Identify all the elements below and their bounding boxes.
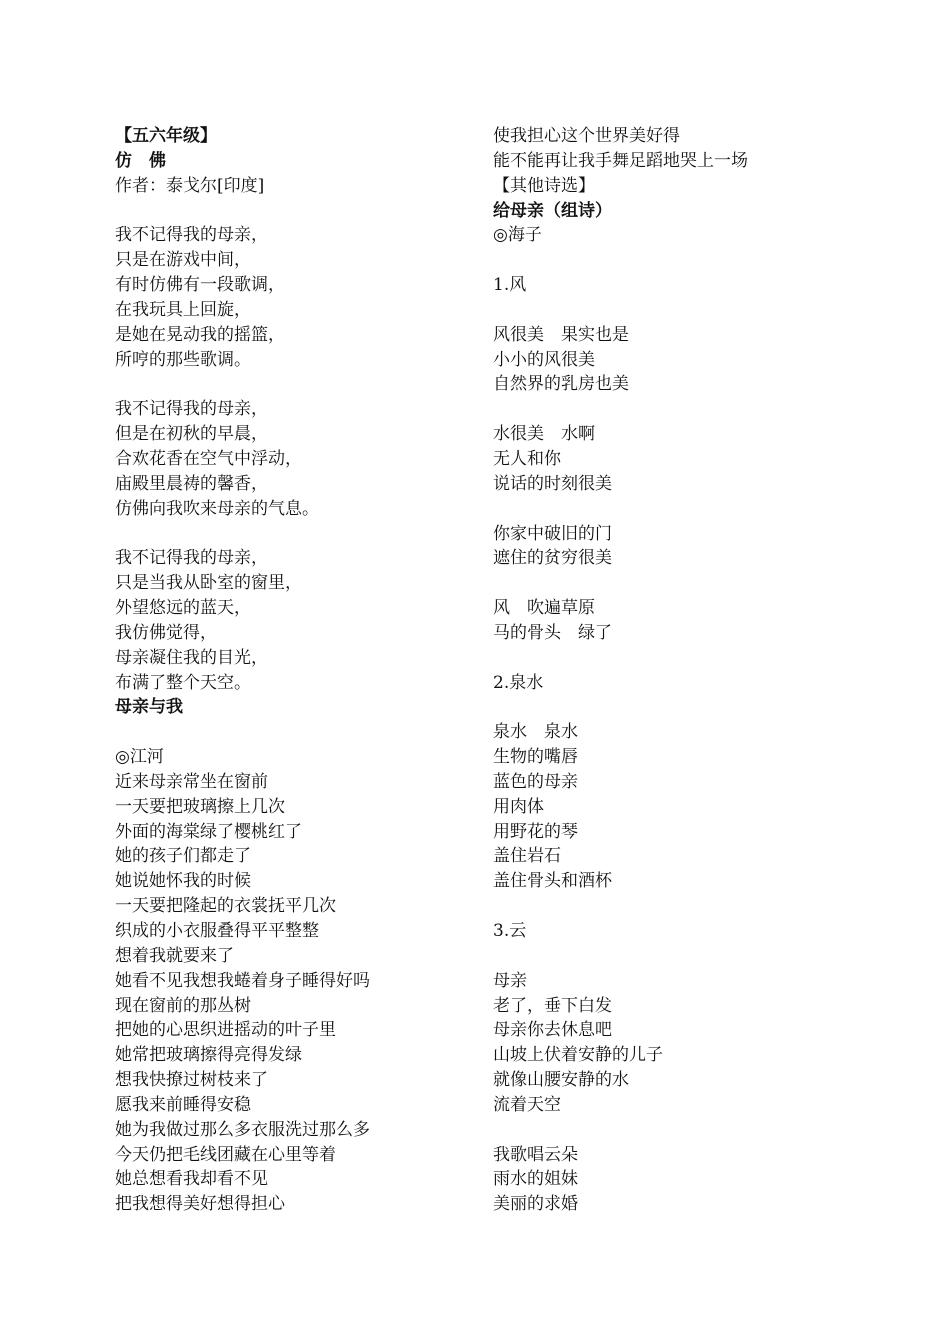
- section-heading: 仿 佛: [115, 150, 166, 171]
- text-line: 合欢花香在空气中浮动，: [115, 448, 302, 469]
- text-line: 1.风: [493, 275, 527, 296]
- text-line: 盖住骨头和酒杯: [493, 871, 612, 892]
- text-line: 她看不见我想我蜷着身子睡得好吗: [115, 970, 370, 991]
- text-line: 美丽的求婚: [493, 1194, 578, 1215]
- text-line: 她为我做过那么多衣服洗过那么多: [115, 1119, 370, 1140]
- text-line: 有时仿佛有一段歌调，: [115, 275, 285, 296]
- text-line: 只是当我从卧室的窗里，: [115, 573, 302, 594]
- text-line: 她常把玻璃擦得亮得发绿: [115, 1045, 302, 1066]
- text-line: 在我玩具上回旋，: [115, 299, 251, 320]
- text-line: 我不记得我的母亲，: [115, 225, 268, 246]
- text-line: 母亲凝住我的目光，: [115, 647, 268, 668]
- text-line: 布满了整个天空。: [115, 672, 251, 693]
- text-line: 所哼的那些歌调。: [115, 349, 251, 370]
- text-line: 她说她怀我的时候: [115, 871, 251, 892]
- text-line: ◎海子: [493, 225, 542, 246]
- text-line: 作者：泰戈尔[印度]: [115, 175, 265, 196]
- text-line: 小小的风很美: [493, 349, 595, 370]
- blank-line: [493, 397, 893, 422]
- text-line: 庙殿里晨祷的馨香，: [115, 473, 268, 494]
- text-line: 愿我来前睡得安稳: [115, 1094, 251, 1115]
- text-line: 用野花的琴: [493, 821, 578, 842]
- blank-line: [493, 497, 893, 522]
- text-line: 遮住的贫穷很美: [493, 548, 612, 569]
- text-line: 仿佛向我吹来母亲的气息。: [115, 498, 319, 519]
- text-line: 现在窗前的那丛树: [115, 995, 251, 1016]
- text-line: 【其他诗选】: [493, 175, 595, 196]
- text-line: 母亲你去休息吧: [493, 1020, 612, 1041]
- text-line: ◎江河: [115, 747, 164, 768]
- text-line: 流着天空: [493, 1094, 561, 1115]
- text-line: 母亲: [493, 970, 527, 991]
- text-line: 外面的海棠绿了樱桃红了: [115, 821, 302, 842]
- text-line: 3.云: [493, 921, 527, 941]
- blank-line: [493, 944, 893, 969]
- blank-line: [115, 199, 475, 224]
- text-line: 我仿佛觉得，: [115, 622, 217, 643]
- text-line: 把她的心思织进摇动的叶子里: [115, 1020, 336, 1041]
- text-line: 想着我就要来了: [115, 945, 234, 966]
- text-line: 她总想看我却看不见: [115, 1169, 268, 1190]
- blank-line: [493, 695, 893, 720]
- text-line: 只是在游戏中间，: [115, 250, 251, 271]
- text-line: 能不能再让我手舞足蹈地哭上一场: [493, 150, 748, 171]
- section-heading: 母亲与我: [115, 697, 183, 718]
- section-heading: 给母亲（组诗）: [493, 200, 612, 221]
- text-line: 是她在晃动我的摇篮，: [115, 324, 285, 345]
- text-line: 用肉体: [493, 796, 544, 817]
- text-line: 今天仍把毛线团藏在心里等着: [115, 1144, 336, 1165]
- text-line: 水很美 水啊: [493, 424, 595, 445]
- text-line: 风 吹遍草原: [493, 598, 595, 619]
- text-line: 我歌唱云朵: [493, 1144, 578, 1165]
- text-line: 就像山腰安静的水: [493, 1070, 629, 1091]
- right-column: [493, 124, 893, 1217]
- text-line: 我不记得我的母亲，: [115, 548, 268, 569]
- text-line: 一天要把隆起的衣裳抚平几次: [115, 896, 336, 917]
- blank-line: [493, 571, 893, 596]
- text-line: 但是在初秋的早晨，: [115, 424, 268, 445]
- text-line: 你家中破旧的门: [493, 523, 612, 544]
- blank-line: [493, 646, 893, 671]
- blank-line: [493, 894, 893, 919]
- text-line: 生物的嘴唇: [493, 747, 578, 768]
- blank-line: [493, 248, 893, 273]
- blank-line: [115, 522, 475, 547]
- text-line: 风很美 果实也是: [493, 324, 629, 345]
- blank-line: [115, 720, 475, 745]
- blank-line: [493, 1118, 893, 1143]
- text-line: 山坡上伏着安静的儿子: [493, 1045, 663, 1066]
- text-line: 我不记得我的母亲，: [115, 399, 268, 420]
- section-heading: 【五六年级】: [115, 126, 217, 146]
- text-line: 说话的时刻很美: [493, 473, 612, 494]
- text-line: 自然界的乳房也美: [493, 374, 629, 395]
- text-line: 使我担心这个世界美好得: [493, 126, 680, 146]
- text-line: 外望悠远的蓝天，: [115, 598, 251, 619]
- text-line: 想我快撩过树枝来了: [115, 1070, 268, 1091]
- text-line: 一天要把玻璃擦上几次: [115, 796, 285, 817]
- text-line: 马的骨头 绿了: [493, 622, 612, 643]
- text-line: 近来母亲常坐在窗前: [115, 771, 268, 792]
- text-line: 雨水的姐妹: [493, 1169, 578, 1190]
- text-line: 蓝色的母亲: [493, 771, 578, 792]
- text-line: 织成的小衣服叠得平平整整: [115, 921, 319, 941]
- text-line: 把我想得美好想得担心: [115, 1194, 285, 1215]
- text-line: 2.泉水: [493, 672, 544, 693]
- blank-line: [115, 372, 475, 397]
- text-line: 她的孩子们都走了: [115, 846, 251, 867]
- text-line: 老了，垂下白发: [493, 995, 612, 1016]
- text-line: 泉水 泉水: [493, 722, 578, 743]
- left-column: [115, 124, 475, 1217]
- text-line: 无人和你: [493, 448, 561, 469]
- blank-line: [493, 298, 893, 323]
- text-line: 盖住岩石: [493, 846, 561, 867]
